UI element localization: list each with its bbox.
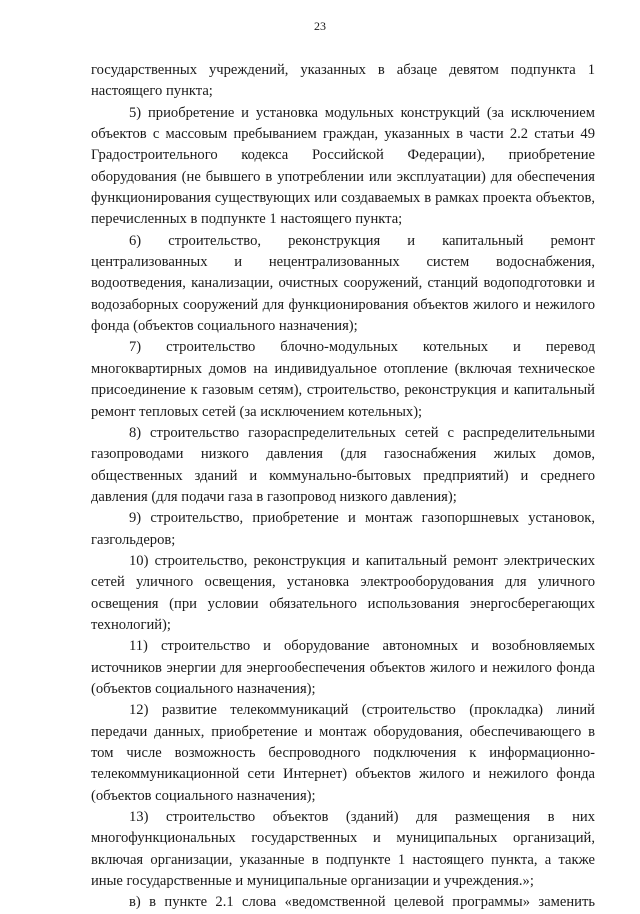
paragraph-subitem-v: в) в пункте 2.1 слова «ведомственной целевой программы» заменить xyxy=(129,894,595,911)
paragraph-item-13: 13) строительство объектов (зданий) для размещения в них многофункциональных государственных и муниципальных организаций, включая организации, указанные в подпункте 1 настоящего пункта, а также иные государственные и муниципальные организации и учреждения.»; xyxy=(91,809,595,890)
page-number: 23 xyxy=(314,19,326,33)
paragraph-item-10: 10) строительство, реконструкция и капитальный ремонт электрических сетей уличного освещения, установка электрооборудования для уличного освещения (при условии обязательного использования энергосберегающих технологий); xyxy=(91,552,595,633)
paragraph-continuation: государственных учреждений, указанных в абзаце девятом подпункта 1 настоящего пункта; xyxy=(91,62,595,100)
paragraph-item-8: 8) строительство газораспределительных сетей с распределительными газопроводами низкого давления (для газоснабжения жилых домов, общественных зданий и коммунально-бытовых предприятий) и среднего давления (для подачи газа в газопровод низкого давления); xyxy=(91,424,595,505)
paragraph-item-5: 5) приобретение и установка модульных конструкций (за исключением объектов с массовым пребыванием граждан, указанных в части 2.2 статьи 49 Градостроительного кодекса Российской Федерации), приобретение оборудования (не бывшего в употреблении или эксплуатации) для обеспечения функционирования существующих или создаваемых в рамках проекта объектов, перечисленных в подпункте 1 настоящего пункта; xyxy=(91,104,595,228)
document-body xyxy=(91,60,595,914)
paragraph-item-7: 7) строительство блочно-модульных котельных и перевод многоквартирных домов на индивидуальное отопление (включая техническое присоединение к газовым сетям), строительство, реконструкция и капитальный ремонт тепловых сетей (за исключением котельных); xyxy=(91,339,595,420)
paragraph-item-11: 11) строительство и оборудование автономных и возобновляемых источников энергии для энергообеспечения объектов жилого и нежилого фонда (объектов социального назначения); xyxy=(91,638,595,697)
paragraph-item-12: 12) развитие телекоммуникаций (строительство (прокладка) линий передачи данных, приобретение и монтаж оборудования, обеспечивающего в том числе возможность беспроводного подключения к информационно-телекоммуникационной сети Интернет) объектов жилого и нежилого фонда (объектов социального назначения); xyxy=(91,702,595,804)
paragraph-item-6: 6) строительство, реконструкция и капитальный ремонт централизованных и нецентрализованных систем водоснабжения, водоотведения, канализации, очистных сооружений, станций водоподготовки и водозаборных сооружений для функционирования объектов жилого и нежилого фонда (объектов социального назначения); xyxy=(91,232,595,335)
paragraph-item-9: 9) строительство, приобретение и монтаж газопоршневых установок, газгольдеров; xyxy=(91,510,595,548)
